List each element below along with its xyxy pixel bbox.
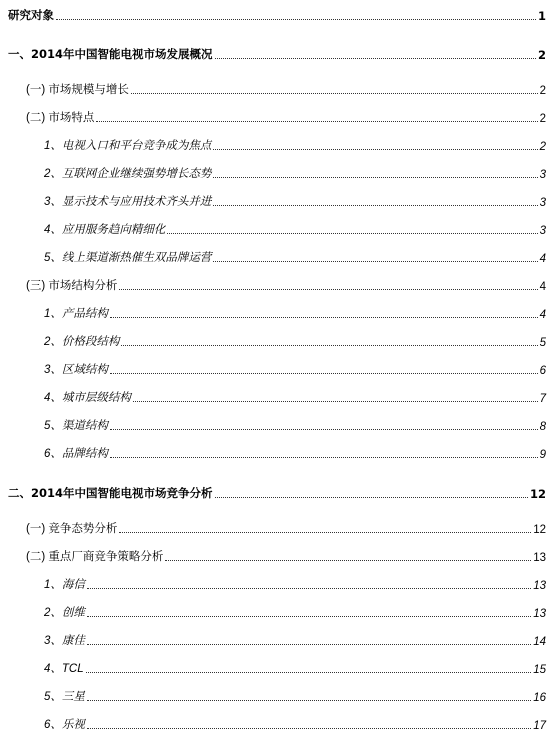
dot-leader: [119, 288, 537, 290]
toc-entry-page: 3: [539, 197, 546, 209]
toc-entry-page: 2: [539, 85, 546, 97]
toc-entry-page: 7: [539, 393, 546, 405]
dot-leader: [87, 615, 531, 617]
toc-entry-title: 1、海信: [44, 579, 85, 591]
dot-leader: [215, 496, 528, 498]
toc-entry-subsection[interactable]: [44, 574, 546, 592]
toc-entry-title: (一) 市场规模与增长: [26, 84, 129, 96]
dot-leader: [213, 148, 537, 150]
toc-entry-page: 16: [533, 692, 546, 704]
toc-entry-subsection[interactable]: [44, 163, 546, 181]
toc-entry-chapter-1[interactable]: [8, 44, 546, 62]
toc-entry-subsection[interactable]: [44, 247, 546, 265]
toc-entry-page: 8: [539, 421, 546, 433]
dot-leader: [110, 456, 538, 458]
dot-leader: [213, 204, 537, 206]
toc-entry-subsection[interactable]: [44, 714, 546, 732]
dot-leader: [167, 232, 537, 234]
toc-entry-title: (三) 市场结构分析: [26, 280, 118, 292]
toc-entry-page: 17: [533, 720, 546, 732]
dot-leader: [87, 699, 531, 701]
dot-leader: [56, 18, 536, 20]
toc-entry-research-object[interactable]: [8, 5, 546, 23]
toc-entry-subsection[interactable]: [44, 219, 546, 237]
toc-entry-section[interactable]: [26, 546, 546, 564]
toc-entry-subsection[interactable]: [44, 303, 546, 321]
toc-entry-title: 1、电视入口和平台竞争成为焦点: [44, 140, 212, 152]
dot-leader: [215, 57, 536, 59]
toc-entry-page: 2: [537, 48, 546, 62]
dot-leader: [110, 428, 538, 430]
toc-entry-title: 4、城市层级结构: [44, 392, 131, 404]
toc-entry-subsection[interactable]: [44, 415, 546, 433]
toc-entry-page: 13: [533, 580, 546, 592]
dot-leader: [131, 92, 538, 94]
dot-leader: [87, 643, 531, 645]
toc-entry-title: 2、价格段结构: [44, 336, 120, 348]
toc-entry-page: 12: [533, 524, 546, 536]
toc-entry-title: 6、乐视: [44, 719, 85, 731]
dot-leader: [87, 727, 531, 729]
toc-entry-page: 6: [539, 365, 546, 377]
toc-entry-title: (二) 重点厂商竞争策略分析: [26, 551, 164, 563]
toc-entry-page: 13: [533, 608, 546, 620]
toc-entry-title: 2、互联网企业继续强势增长态势: [44, 168, 212, 180]
dot-leader: [110, 316, 538, 318]
toc-entry-section[interactable]: [26, 518, 546, 536]
toc-entry-title: 2、创维: [44, 607, 85, 619]
toc-entry-page: 4: [539, 309, 546, 321]
dot-leader: [96, 120, 537, 122]
toc-entry-page: 9: [539, 449, 546, 461]
toc-entry-page: 15: [533, 664, 546, 676]
toc-entry-page: 2: [539, 141, 546, 153]
toc-entry-page: 12: [529, 487, 546, 501]
toc-entry-title: 5、渠道结构: [44, 420, 108, 432]
dot-leader: [121, 344, 537, 346]
dot-leader: [87, 587, 531, 589]
toc-entry-section[interactable]: [26, 275, 546, 293]
toc-entry-title: 研究对象: [8, 8, 54, 22]
dot-leader: [165, 559, 531, 561]
toc-entry-chapter-2[interactable]: [8, 483, 546, 501]
toc-entry-title: 4、应用服务趋向精细化: [44, 224, 166, 236]
dot-leader: [110, 372, 538, 374]
toc-entry-title: (一) 竞争态势分析: [26, 523, 118, 535]
toc-entry-page: 1: [537, 9, 546, 23]
toc-entry-title: (二) 市场特点: [26, 112, 95, 124]
toc-entry-title: 3、康佳: [44, 635, 85, 647]
toc-entry-title: 3、显示技术与应用技术齐头并进: [44, 196, 212, 208]
toc-entry-page: 14: [533, 636, 546, 648]
toc-entry-subsection[interactable]: [44, 602, 546, 620]
toc-entry-subsection[interactable]: [44, 359, 546, 377]
dot-leader: [86, 671, 532, 673]
toc-entry-title: 6、品牌结构: [44, 448, 108, 460]
toc-entry-title: 5、线上渠道渐热催生双品牌运营: [44, 252, 212, 264]
toc-entry-subsection[interactable]: [44, 191, 546, 209]
toc-entry-subsection[interactable]: [44, 443, 546, 461]
toc-entry-subsection[interactable]: [44, 135, 546, 153]
toc-entry-page: 3: [539, 169, 546, 181]
toc-entry-title: 5、三星: [44, 691, 85, 703]
toc-entry-section[interactable]: [26, 79, 546, 97]
toc-entry-title: 二、2014年中国智能电视市场竞争分析: [8, 486, 213, 500]
dot-leader: [213, 176, 537, 178]
toc-entry-page: 4: [539, 281, 546, 293]
dot-leader: [133, 400, 538, 402]
toc-entry-title: 3、区域结构: [44, 364, 108, 376]
toc-entry-page: 2: [539, 113, 546, 125]
toc-entry-section[interactable]: [26, 107, 546, 125]
toc-entry-subsection[interactable]: [44, 686, 546, 704]
toc-entry-title: 4、TCL: [44, 663, 84, 675]
toc-entry-subsection[interactable]: [44, 630, 546, 648]
toc-entry-subsection[interactable]: [44, 331, 546, 349]
toc-entry-page: 5: [539, 337, 546, 349]
toc-entry-subsection[interactable]: [44, 658, 546, 676]
toc-entry-page: 13: [533, 552, 546, 564]
dot-leader: [119, 531, 531, 533]
dot-leader: [213, 260, 537, 262]
toc-entry-title: 一、2014年中国智能电视市场发展概况: [8, 47, 213, 61]
toc-entry-title: 1、产品结构: [44, 308, 108, 320]
toc-entry-page: 3: [539, 225, 546, 237]
toc-entry-page: 4: [539, 253, 546, 265]
toc-entry-subsection[interactable]: [44, 387, 546, 405]
